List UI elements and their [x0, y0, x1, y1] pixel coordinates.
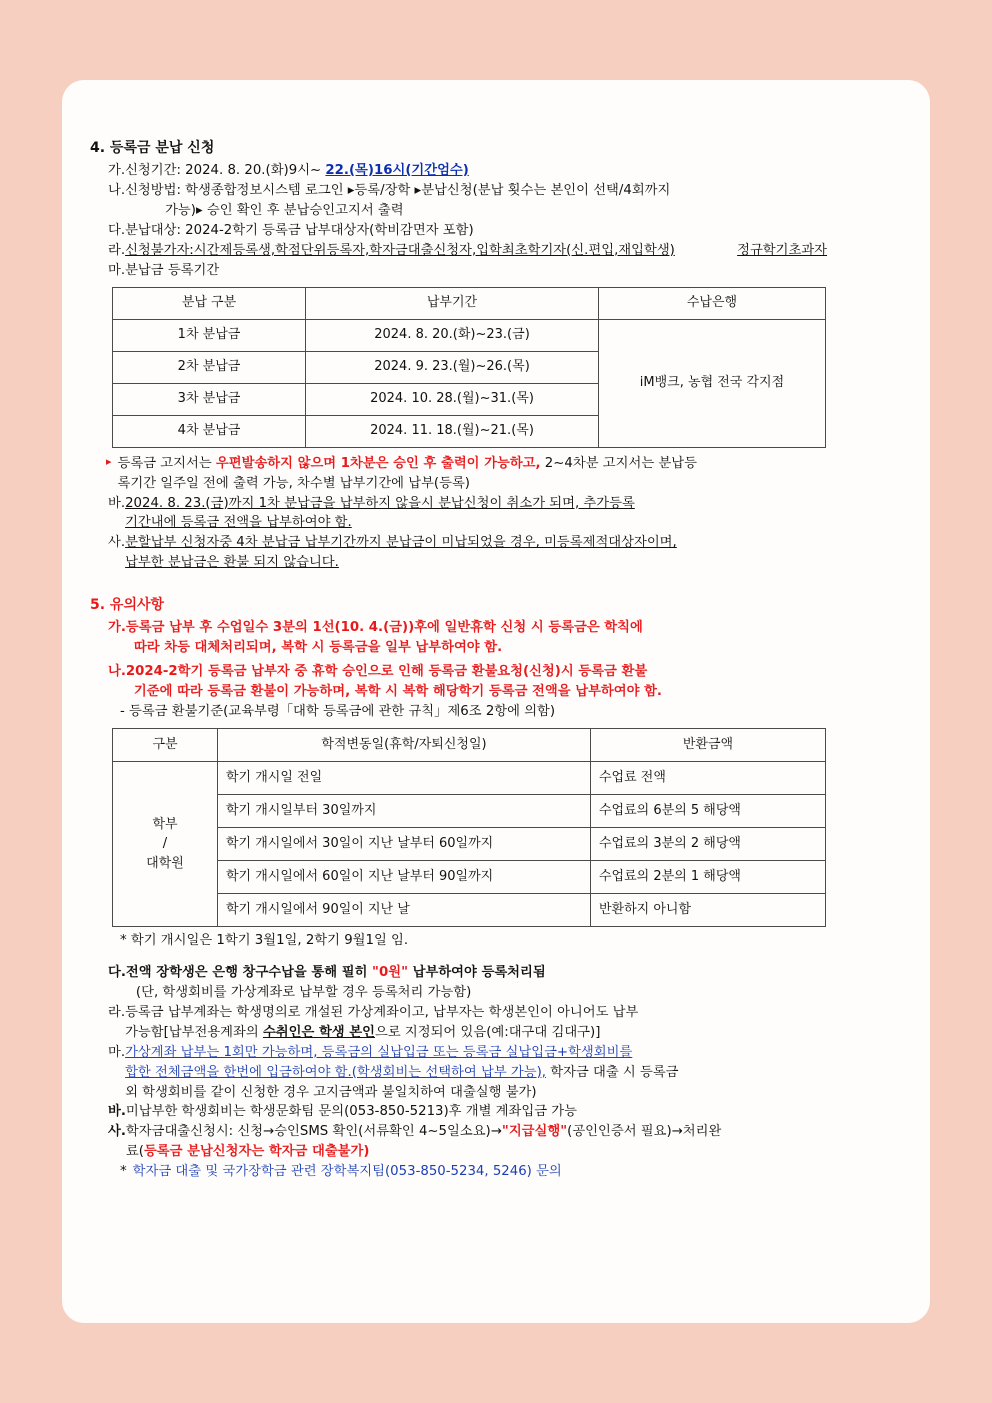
note-invoice-line1-b: 우편발송하지 않으며 1차분은 승인 후 출력이 가능하고,: [215, 455, 541, 471]
item-5-ba-label: 바.: [108, 1104, 126, 1120]
col-header-change-date: 학적변동일(휴학/자퇴신청일): [218, 728, 591, 761]
item-4-ba-label: 바.: [108, 495, 126, 511]
cell-period-4: 2024. 11. 18.(월)~21.(목): [306, 415, 599, 447]
item-4-sa-label: 사.: [108, 535, 126, 551]
item-5-ra-label: 라.: [108, 1004, 126, 1020]
item-5-ra-line2-a: 가능함[납부전용계좌의: [125, 1024, 263, 1040]
item-4-ba-text: [125, 494, 902, 534]
item-4-ra-line2: 정규학기초과자: [737, 242, 828, 258]
cell-refund-5: 반환하지 아니함: [591, 893, 826, 926]
footnote-scholarship: [90, 1162, 902, 1182]
section-4-title: 4. 등록금 분납 신청: [90, 140, 215, 156]
item-4-sa-text: [125, 533, 902, 573]
item-4-da-name: 분납대상:: [125, 222, 181, 238]
item-4-ra-label: 라.: [108, 242, 126, 258]
item-4-ga-text: [125, 161, 902, 181]
item-5-ra-line2: [125, 1023, 902, 1043]
cell-refund-3: 수업료의 3분의 2 해당액: [591, 827, 826, 860]
refund-standard-table: [112, 728, 826, 927]
item-4-da: [90, 221, 902, 241]
cell-division-4: 4차 분납금: [113, 415, 306, 447]
item-4-ra-name: 신청불가자:: [125, 242, 194, 258]
item-4-ma-label: 마.: [108, 262, 126, 278]
table-row: [113, 794, 826, 827]
item-4-na-text: [125, 181, 902, 221]
section-5-title: 5. 유의사항: [90, 597, 165, 614]
col-header-period: 납부기간: [306, 287, 599, 319]
item-5-sa-line2: [126, 1142, 902, 1162]
item-4-ma-name: 분납금 등록기간: [125, 262, 220, 278]
col-header-division: 분납 구분: [113, 287, 306, 319]
item-4-ba: [90, 494, 902, 534]
table-row: [113, 893, 826, 926]
asterisk-icon: *: [120, 1164, 127, 1180]
note-invoice-line2: 록기간 일주일 전에 출력 가능, 차수별 납부기간에 납부(등록): [117, 475, 470, 491]
table-row: [113, 827, 826, 860]
item-5-sa-line1-b: "지급실행": [501, 1124, 568, 1140]
document-content: [90, 138, 902, 1182]
cell-category-line-1: 학부: [152, 816, 178, 832]
item-5-ga-label: 가.: [108, 620, 126, 636]
item-5-da-line2: (단, 학생회비를 가상계좌로 납부할 경우 등록처리 가능함): [135, 984, 472, 1000]
item-4-ra-line1: 시간제등록생,학점단위등록자,학자금대출신청자,입학최초학기자(신.편입,재입학생): [193, 242, 675, 258]
item-4-na-line2: 가능)▸ 승인 확인 후 분납승인고지서 출력: [165, 202, 404, 218]
cell-period-3: 2024. 10. 28.(월)~31.(목): [306, 383, 599, 415]
item-5-da-line1-c: 납부하여야 등록처리됨: [408, 964, 546, 980]
cell-division-2: 2차 분납금: [113, 351, 306, 383]
item-4-ma: [90, 261, 902, 281]
table-row: [113, 319, 826, 351]
cell-period-2: 2024. 9. 23.(월)~26.(목): [306, 351, 599, 383]
item-5-ma-line2-b: 학자금 대출 시 등록금: [546, 1064, 679, 1080]
item-5-na-text: [126, 662, 902, 702]
item-5-ma-line1: 가상계좌 납부는 1회만 가능하며, 등록금의 실납입금 또는 등록금 실납입금+학생회비를: [125, 1044, 633, 1060]
item-5-da-line1-a: 전액 장학생은 은행 창구수납을 통해 필히: [125, 964, 373, 980]
item-5-sa-label: 사.: [108, 1124, 126, 1140]
cell-category-group: [113, 761, 218, 926]
item-4-ra-text: [125, 241, 902, 261]
item-5-ga-text: [126, 618, 902, 658]
item-5-sa-line2-a: 료(: [125, 1144, 144, 1160]
item-5-ga-line1: 등록금 납부 후 수업일수 3분의 1선(10. 4.(금))후에 일반휴학 신청 시 등록금은 학칙에: [125, 620, 643, 636]
note-invoice: [90, 454, 902, 494]
cell-refund-4: 수업료의 2분의 1 해당액: [591, 860, 826, 893]
table-header-row: [113, 728, 826, 761]
cell-change-date-3: 학기 개시일에서 30일이 지난 날부터 60일까지: [218, 827, 591, 860]
cell-change-date-2: 학기 개시일부터 30일까지: [218, 794, 591, 827]
table-row: [113, 761, 826, 794]
item-5-sa: [90, 1122, 902, 1162]
item-5-ma-line2-a: 합한 전체금액을 한번에 입금하여야 함.(학생회비는 선택하여 납부 가능),: [125, 1064, 546, 1080]
item-5-sa-line1-a: 학자금대출신청시: 신청→승인SMS 확인(서류확인 4~5일소요)→: [125, 1124, 502, 1140]
item-5-ra-line2-b: 수취인은 학생 본인: [262, 1024, 375, 1040]
item-4-na-name: 신청방법:: [125, 182, 181, 198]
item-5-ga: [90, 618, 902, 658]
item-5-na-line1: 2024-2학기 등록금 납부자 중 휴학 승인으로 인해 등록금 환불요청(신청)시 등록금 환불: [125, 664, 648, 680]
item-5-da-text: [126, 963, 902, 1003]
cell-category-line-3: 대학원: [146, 855, 184, 871]
table-header-row: [113, 287, 826, 319]
cell-refund-2: 수업료의 6분의 5 해당액: [591, 794, 826, 827]
item-5-na-line2: 기준에 따라 등록금 환불이 가능하며, 복학 시 복학 해당학기 등록금 전액을 납부하여야 함.: [133, 684, 662, 700]
refund-standard-note: - 등록금 환불기준(교육부령「대학 등록금에 관한 규칙」제6조 2항에 의함): [120, 704, 556, 719]
item-5-ma-line3: 외 학생회비를 같이 신청한 경우 고지금액과 불일치하여 대출실행 불가): [125, 1084, 537, 1100]
note-invoice-line1-a: 등록금 고지서는: [117, 455, 216, 471]
item-4-ga-plain: 2024. 8. 20.(화)9시~: [185, 163, 326, 178]
item-4-ra: [90, 241, 902, 261]
item-4-sa-line2: 납부한 분납금은 환불 되지 않습니다.: [125, 555, 339, 571]
item-4-ga-emphasis: 22.(목)16시(기간엄수): [325, 163, 469, 178]
item-5-na-label: 나.: [108, 664, 126, 680]
triangle-bullet-icon: ▸: [106, 454, 112, 468]
cell-refund-1: 수업료 전액: [591, 761, 826, 794]
item-5-ma: [90, 1043, 902, 1103]
item-5-ra-line1: 등록금 납부계좌는 학생명의로 개설된 가상계좌이고, 납부자는 학생본인이 아니어도 납부: [125, 1004, 639, 1020]
note-invoice-line1-c: 2~4차분 고지서는 분납등: [540, 455, 697, 471]
col-header-category: 구분: [113, 728, 218, 761]
item-5-da: [90, 963, 902, 1003]
item-4-na: [90, 181, 902, 221]
item-5-sa-text: [126, 1122, 902, 1162]
footnote-scholarship-text: 학자금 대출 및 국가장학금 관련 장학복지팀(053-850-5234, 5246) 문의: [132, 1164, 562, 1180]
cell-category-line-2: /: [162, 836, 168, 852]
item-5-ra: [90, 1003, 902, 1043]
spacer: [90, 573, 902, 595]
item-4-na-line1: 학생종합정보시스템 로그인 ▸등록/장학 ▸분납신청(분납 횟수는 본인이 선택/4회까지: [185, 182, 671, 198]
item-4-ga-label: 가.: [108, 163, 126, 178]
table-row: [113, 860, 826, 893]
item-5-ga-line2: 따라 차등 대체처리되며, 복학 시 등록금을 일부 납부하여야 함.: [133, 640, 503, 656]
item-4-ga: [90, 161, 902, 181]
item-4-sa: [90, 533, 902, 573]
note-invoice-text: [118, 454, 902, 494]
item-5-ma-label: 마.: [108, 1044, 126, 1060]
semester-start-note: * 학기 개시일은 1학기 3월1일, 2학기 9월1일 임.: [120, 932, 409, 948]
document-page: [62, 80, 930, 1323]
item-5-ba-line1: 미납부한 학생회비는 학생문화팀 문의(053-850-5213)후 개별 계좌입금 가능: [125, 1104, 577, 1120]
item-4-ba-line1: 2024. 8. 23.(금)까지 1차 분납금을 납부하지 않을시 분납신청이 취소가 되며, 추가등록: [125, 495, 635, 511]
installment-schedule-table: [112, 287, 826, 448]
item-4-na-label: 나.: [108, 182, 126, 198]
item-5-da-line1-b: "0원": [372, 964, 408, 980]
cell-division-3: 3차 분납금: [113, 383, 306, 415]
cell-change-date-4: 학기 개시일에서 60일이 지난 날부터 90일까지: [218, 860, 591, 893]
item-4-ba-line2: 기간내에 등록금 전액을 납부하여야 함.: [125, 515, 352, 531]
item-5-ra-text: [125, 1003, 902, 1043]
cell-division-1: 1차 분납금: [113, 319, 306, 351]
spacer: [90, 951, 902, 963]
item-4-da-value: 2024-2학기 등록금 납부대상자(학비감면자 포함): [185, 222, 474, 238]
item-5-ba: [90, 1102, 902, 1122]
item-5-ma-text: [125, 1043, 902, 1103]
item-5-ra-line2-c: 으로 지정되어 있음(예:대구대 김대구)]: [374, 1024, 601, 1040]
item-4-da-text: [125, 221, 902, 241]
item-5-sa-line1-c: (공인인증서 필요)→처리완: [567, 1124, 722, 1140]
item-4-sa-line1: 분할납부 신청자중 4차 분납금 납부기간까지 분납금이 미납되었을 경우, 미등록제적대상자이며,: [125, 535, 677, 551]
col-header-refund-amount: 반환금액: [591, 728, 826, 761]
cell-change-date-5: 학기 개시일에서 90일이 지난 날: [218, 893, 591, 926]
cell-bank: iM뱅크, 농협 전국 각지점: [599, 319, 826, 447]
cell-change-date-1: 학기 개시일 전일: [218, 761, 591, 794]
item-5-ma-line2: [125, 1063, 902, 1083]
cell-period-1: 2024. 8. 20.(화)~23.(금): [306, 319, 599, 351]
item-5-na: [90, 662, 902, 702]
item-5-da-label: 다.: [108, 964, 126, 980]
item-5-sa-line2-b: 등록금 분납신청자는 학자금 대출불가): [143, 1144, 370, 1160]
item-4-da-label: 다.: [108, 222, 126, 238]
col-header-bank: 수납은행: [599, 287, 826, 319]
item-4-ga-name: 신청기간:: [125, 163, 181, 178]
